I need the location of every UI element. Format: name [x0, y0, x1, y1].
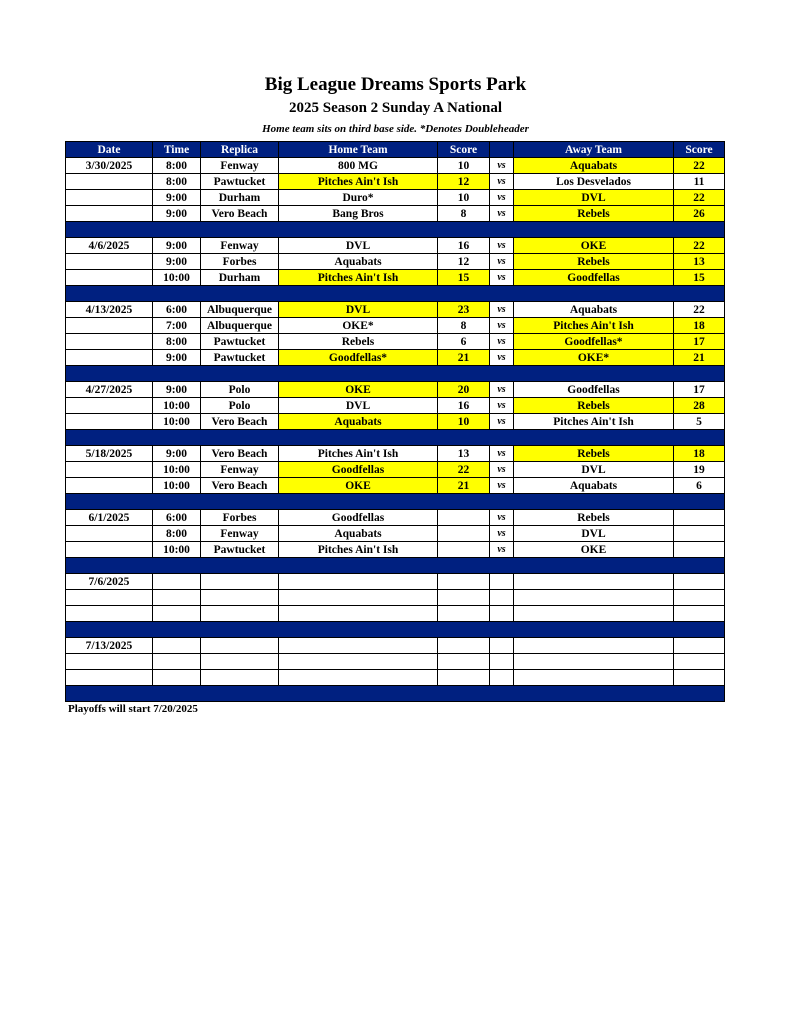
away-team: Goodfellas — [514, 270, 674, 286]
separator-bar — [66, 558, 725, 574]
separator-bar — [66, 286, 725, 302]
away-score: 22 — [674, 302, 725, 318]
game-replica — [201, 638, 279, 654]
game-date: 3/30/2025 — [66, 158, 153, 174]
separator-bar — [66, 366, 725, 382]
week-separator — [66, 494, 725, 510]
game-replica: Fenway — [201, 238, 279, 254]
home-score — [438, 542, 490, 558]
game-row — [66, 590, 725, 606]
away-score: 17 — [674, 382, 725, 398]
away-score: 19 — [674, 462, 725, 478]
game-replica — [201, 574, 279, 590]
game-date — [66, 654, 153, 670]
vs-label — [490, 590, 514, 606]
vs-label: vs — [490, 158, 514, 174]
away-score — [674, 542, 725, 558]
game-replica — [201, 670, 279, 686]
home-team: Pitches Ain't Ish — [279, 174, 438, 190]
game-time: 9:00 — [153, 382, 201, 398]
game-time: 9:00 — [153, 350, 201, 366]
home-team — [279, 654, 438, 670]
game-replica: Vero Beach — [201, 446, 279, 462]
away-team: Rebels — [514, 398, 674, 414]
game-row — [66, 510, 725, 526]
away-team: OKE — [514, 238, 674, 254]
separator-bar — [66, 622, 725, 638]
away-score: 22 — [674, 190, 725, 206]
away-team: Pitches Ain't Ish — [514, 414, 674, 430]
game-date: 5/18/2025 — [66, 446, 153, 462]
vs-label: vs — [490, 318, 514, 334]
schedule-body — [66, 158, 725, 702]
away-score: 26 — [674, 206, 725, 222]
game-row — [66, 158, 725, 174]
game-date — [66, 590, 153, 606]
playoffs-note: Playoffs will start 7/20/2025 — [68, 703, 198, 715]
week-separator — [66, 286, 725, 302]
away-score: 18 — [674, 446, 725, 462]
game-time: 9:00 — [153, 446, 201, 462]
away-score: 21 — [674, 350, 725, 366]
game-row — [66, 414, 725, 430]
game-replica: Fenway — [201, 462, 279, 478]
vs-label: vs — [490, 478, 514, 494]
away-team: Pitches Ain't Ish — [514, 318, 674, 334]
col-header-vs — [490, 142, 514, 158]
away-score — [674, 654, 725, 670]
home-score: 12 — [438, 174, 490, 190]
vs-label: vs — [490, 254, 514, 270]
away-score: 22 — [674, 158, 725, 174]
away-team: Aquabats — [514, 302, 674, 318]
game-row — [66, 398, 725, 414]
game-date — [66, 334, 153, 350]
away-score — [674, 510, 725, 526]
game-time: 10:00 — [153, 542, 201, 558]
game-replica: Forbes — [201, 510, 279, 526]
away-team: Rebels — [514, 510, 674, 526]
game-date — [66, 206, 153, 222]
game-row — [66, 462, 725, 478]
game-row — [66, 526, 725, 542]
game-date — [66, 478, 153, 494]
game-replica: Albuquerque — [201, 318, 279, 334]
vs-label: vs — [490, 446, 514, 462]
vs-label: vs — [490, 414, 514, 430]
game-row — [66, 238, 725, 254]
vs-label: vs — [490, 174, 514, 190]
vs-label: vs — [490, 398, 514, 414]
game-row — [66, 670, 725, 686]
game-row — [66, 446, 725, 462]
game-time — [153, 638, 201, 654]
game-replica — [201, 654, 279, 670]
game-time — [153, 606, 201, 622]
away-team: Aquabats — [514, 158, 674, 174]
game-row — [66, 270, 725, 286]
home-team: Bang Bros — [279, 206, 438, 222]
week-separator — [66, 222, 725, 238]
home-team: OKE — [279, 478, 438, 494]
game-replica: Vero Beach — [201, 478, 279, 494]
home-team: Goodfellas — [279, 462, 438, 478]
game-replica: Pawtucket — [201, 350, 279, 366]
home-team: Pitches Ain't Ish — [279, 542, 438, 558]
game-replica: Forbes — [201, 254, 279, 270]
home-team: 800 MG — [279, 158, 438, 174]
home-team: Rebels — [279, 334, 438, 350]
home-team: Pitches Ain't Ish — [279, 270, 438, 286]
away-team — [514, 590, 674, 606]
separator-bar — [66, 686, 725, 702]
game-date — [66, 174, 153, 190]
col-header-home-team: Home Team — [279, 142, 438, 158]
game-time: 8:00 — [153, 158, 201, 174]
game-date — [66, 606, 153, 622]
game-date: 7/6/2025 — [66, 574, 153, 590]
game-row — [66, 654, 725, 670]
home-team: Aquabats — [279, 526, 438, 542]
game-date — [66, 398, 153, 414]
home-score — [438, 574, 490, 590]
home-score: 12 — [438, 254, 490, 270]
away-score: 17 — [674, 334, 725, 350]
away-score: 28 — [674, 398, 725, 414]
home-team — [279, 670, 438, 686]
away-team — [514, 670, 674, 686]
home-team: Aquabats — [279, 414, 438, 430]
vs-label — [490, 606, 514, 622]
vs-label: vs — [490, 462, 514, 478]
away-score: 15 — [674, 270, 725, 286]
home-score — [438, 606, 490, 622]
game-replica: Vero Beach — [201, 206, 279, 222]
game-time — [153, 590, 201, 606]
game-time: 9:00 — [153, 206, 201, 222]
home-score: 15 — [438, 270, 490, 286]
vs-label: vs — [490, 542, 514, 558]
col-header-away-score: Score — [674, 142, 725, 158]
game-date — [66, 414, 153, 430]
home-score: 16 — [438, 398, 490, 414]
game-replica: Durham — [201, 270, 279, 286]
game-time: 9:00 — [153, 190, 201, 206]
away-score — [674, 670, 725, 686]
away-team: Rebels — [514, 446, 674, 462]
home-score: 22 — [438, 462, 490, 478]
game-row — [66, 254, 725, 270]
separator-bar — [66, 222, 725, 238]
vs-label: vs — [490, 334, 514, 350]
game-row — [66, 334, 725, 350]
home-score — [438, 590, 490, 606]
home-team: DVL — [279, 238, 438, 254]
page-title: Big League Dreams Sports Park — [264, 74, 527, 95]
game-date — [66, 670, 153, 686]
game-time: 10:00 — [153, 270, 201, 286]
away-score — [674, 574, 725, 590]
home-score: 6 — [438, 334, 490, 350]
col-header-replica: Replica — [201, 142, 279, 158]
vs-label: vs — [490, 238, 514, 254]
game-replica: Polo — [201, 398, 279, 414]
game-date — [66, 526, 153, 542]
separator-bar — [66, 494, 725, 510]
game-row — [66, 606, 725, 622]
game-time: 8:00 — [153, 174, 201, 190]
game-replica — [201, 606, 279, 622]
week-separator — [66, 622, 725, 638]
game-time: 7:00 — [153, 318, 201, 334]
col-header-home-score: Score — [438, 142, 490, 158]
game-replica: Pawtucket — [201, 174, 279, 190]
game-date — [66, 318, 153, 334]
home-team — [279, 574, 438, 590]
game-time: 10:00 — [153, 478, 201, 494]
away-team: Los Desvelados — [514, 174, 674, 190]
away-score: 5 — [674, 414, 725, 430]
doubleheader-note: Home team sits on third base side. *Denotes Doubleheader — [262, 123, 529, 135]
game-date — [66, 542, 153, 558]
away-team — [514, 574, 674, 590]
away-team — [514, 654, 674, 670]
game-replica: Durham — [201, 190, 279, 206]
home-score: 21 — [438, 478, 490, 494]
away-team: DVL — [514, 526, 674, 542]
vs-label: vs — [490, 270, 514, 286]
game-replica: Fenway — [201, 158, 279, 174]
game-date: 7/13/2025 — [66, 638, 153, 654]
game-row — [66, 206, 725, 222]
vs-label: vs — [490, 302, 514, 318]
game-date: 4/6/2025 — [66, 238, 153, 254]
game-replica: Pawtucket — [201, 334, 279, 350]
vs-label — [490, 638, 514, 654]
game-row — [66, 174, 725, 190]
game-time: 6:00 — [153, 510, 201, 526]
away-team: Goodfellas — [514, 382, 674, 398]
col-header-time: Time — [153, 142, 201, 158]
home-team: Goodfellas — [279, 510, 438, 526]
game-time — [153, 574, 201, 590]
away-score: 13 — [674, 254, 725, 270]
schedule-table — [65, 141, 725, 702]
away-team — [514, 638, 674, 654]
away-team: DVL — [514, 462, 674, 478]
game-time: 6:00 — [153, 302, 201, 318]
vs-label: vs — [490, 526, 514, 542]
game-replica: Pawtucket — [201, 542, 279, 558]
game-replica: Albuquerque — [201, 302, 279, 318]
vs-label — [490, 670, 514, 686]
away-score: 22 — [674, 238, 725, 254]
week-separator — [66, 686, 725, 702]
game-time: 10:00 — [153, 398, 201, 414]
home-team: OKE — [279, 382, 438, 398]
home-score — [438, 670, 490, 686]
game-date — [66, 350, 153, 366]
home-score: 8 — [438, 318, 490, 334]
game-time: 10:00 — [153, 414, 201, 430]
game-replica: Vero Beach — [201, 414, 279, 430]
vs-label: vs — [490, 190, 514, 206]
away-team: Rebels — [514, 206, 674, 222]
game-row — [66, 382, 725, 398]
game-replica: Fenway — [201, 526, 279, 542]
game-replica — [201, 590, 279, 606]
home-team: Goodfellas* — [279, 350, 438, 366]
game-time: 8:00 — [153, 526, 201, 542]
game-date — [66, 462, 153, 478]
header-row — [66, 142, 725, 158]
home-score — [438, 638, 490, 654]
away-team: Aquabats — [514, 478, 674, 494]
home-score — [438, 510, 490, 526]
col-header-away-team: Away Team — [514, 142, 674, 158]
home-score: 8 — [438, 206, 490, 222]
vs-label: vs — [490, 510, 514, 526]
home-team — [279, 590, 438, 606]
home-team — [279, 606, 438, 622]
game-date — [66, 254, 153, 270]
home-score: 10 — [438, 414, 490, 430]
home-score: 20 — [438, 382, 490, 398]
game-time: 10:00 — [153, 462, 201, 478]
away-score — [674, 606, 725, 622]
game-time: 9:00 — [153, 238, 201, 254]
game-time: 9:00 — [153, 254, 201, 270]
away-team: OKE — [514, 542, 674, 558]
away-team: OKE* — [514, 350, 674, 366]
home-team: DVL — [279, 398, 438, 414]
game-row — [66, 542, 725, 558]
game-row — [66, 478, 725, 494]
game-date — [66, 190, 153, 206]
home-team: Aquabats — [279, 254, 438, 270]
col-header-date: Date — [66, 142, 153, 158]
week-separator — [66, 366, 725, 382]
home-team: Pitches Ain't Ish — [279, 446, 438, 462]
game-time — [153, 654, 201, 670]
away-score: 6 — [674, 478, 725, 494]
home-score — [438, 526, 490, 542]
home-team — [279, 638, 438, 654]
away-score — [674, 590, 725, 606]
page-subtitle: 2025 Season 2 Sunday A National — [289, 100, 502, 116]
home-score: 16 — [438, 238, 490, 254]
game-time: 8:00 — [153, 334, 201, 350]
game-row — [66, 190, 725, 206]
game-date: 6/1/2025 — [66, 510, 153, 526]
week-separator — [66, 558, 725, 574]
game-replica: Polo — [201, 382, 279, 398]
game-row — [66, 318, 725, 334]
game-row — [66, 574, 725, 590]
away-team: Goodfellas* — [514, 334, 674, 350]
home-score: 10 — [438, 158, 490, 174]
vs-label: vs — [490, 206, 514, 222]
home-score: 10 — [438, 190, 490, 206]
home-score: 21 — [438, 350, 490, 366]
home-team: DVL — [279, 302, 438, 318]
game-row — [66, 350, 725, 366]
game-date: 4/13/2025 — [66, 302, 153, 318]
game-row — [66, 638, 725, 654]
vs-label: vs — [490, 382, 514, 398]
vs-label — [490, 574, 514, 590]
home-team: Duro* — [279, 190, 438, 206]
away-score — [674, 638, 725, 654]
game-date: 4/27/2025 — [66, 382, 153, 398]
vs-label: vs — [490, 350, 514, 366]
away-score — [674, 526, 725, 542]
away-team: Rebels — [514, 254, 674, 270]
game-time — [153, 670, 201, 686]
separator-bar — [66, 430, 725, 446]
away-team: DVL — [514, 190, 674, 206]
home-score: 13 — [438, 446, 490, 462]
vs-label — [490, 654, 514, 670]
away-score: 18 — [674, 318, 725, 334]
home-score: 23 — [438, 302, 490, 318]
away-score: 11 — [674, 174, 725, 190]
week-separator — [66, 430, 725, 446]
game-date — [66, 270, 153, 286]
home-score — [438, 654, 490, 670]
game-row — [66, 302, 725, 318]
away-team — [514, 606, 674, 622]
home-team: OKE* — [279, 318, 438, 334]
